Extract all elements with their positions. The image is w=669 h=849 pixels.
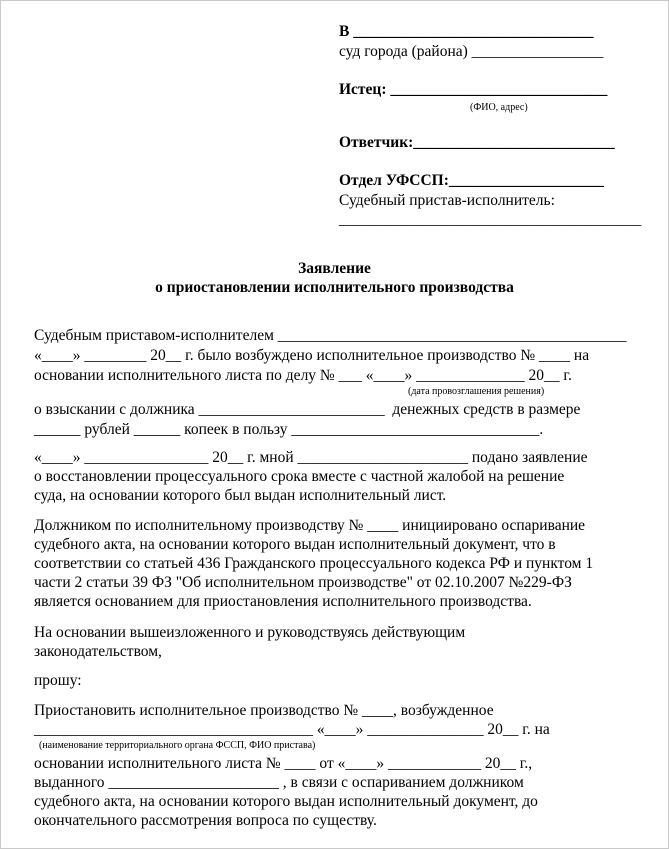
plaintiff-hint: (ФИО, адрес): [470, 102, 528, 113]
p2-line3: суда, на основании которого был выдан исполнительный лист.: [34, 487, 447, 504]
p3-line1: Должником по исполнительному производству № ____ инициировано оспаривание: [34, 517, 586, 534]
p1-line3: основании исполнительного листа по делу № ___ «____» ______________ 20__ г.: [34, 367, 572, 384]
p5-hint: (наименование территориального органа ФССП, ФИО пристава): [39, 740, 316, 751]
p1-line5: ______ рублей ______ копеек в пользу ________________________________.: [34, 421, 544, 438]
p2-line2: о восстановлении процессуального срока вместе с частной жалобой на решение: [34, 468, 565, 485]
p3-line3: соответствии со статьей 436 Гражданского процессуального кодекса РФ и пунктом 1: [34, 555, 594, 572]
dept-line: Отдел УФССП:____________________: [339, 172, 604, 189]
p5-line2: ____________________________________ «____» _______________ 20__ г. на: [34, 721, 550, 738]
doc-subtitle: о приостановлении исполнительного производства: [155, 279, 514, 296]
bailiff-label: Судебный пристав-исполнитель:: [339, 192, 555, 209]
p5-line1: Приостановить исполнительное производство № ____, возбужденное: [34, 702, 494, 719]
p1-line2: «____» ________ 20__ г. было возбуждено исполнительное производство № ____ на: [34, 347, 590, 364]
court-to-line: В _______________________________: [339, 23, 594, 40]
p5-line6: окончательного рассмотрения вопроса по существу.: [34, 812, 377, 829]
plaintiff-line: Истец: ____________________________: [339, 81, 608, 98]
court-city-line: суд города (района) _________________: [339, 43, 604, 60]
p1-hint: (дата провозглашения решения): [408, 386, 545, 397]
defendant-line: Ответчик:__________________________: [339, 134, 615, 151]
p3-line5: является основанием для приостановления исполнительного производства.: [34, 593, 532, 610]
bailiff-underline: _______________________________________: [339, 211, 642, 228]
p5-line4: выданного ______________________ , в связи с оспариванием должником: [34, 774, 524, 791]
p1-line1: Судебным приставом-исполнителем _____________________________________________: [34, 327, 627, 344]
doc-title: Заявление: [298, 260, 371, 277]
p2-line1: «____» ________________ 20__ г. мной ______________________ подано заявление: [34, 449, 588, 466]
request-word: прошу:: [34, 672, 82, 689]
p5-line3: основании исполнительного листа № ____ от «____» ____________ 20__ г.,: [34, 755, 533, 772]
p3-line2: судебного акта, на основании которого выдан исполнительный документ, что в: [34, 536, 556, 553]
p5-line5: судебного акта, на основании которого выдан исполнительный документ, до: [34, 793, 538, 810]
p4-line2: законодательством,: [34, 643, 162, 660]
p4-line1: На основании вышеизложенного и руководствуясь действующим: [34, 624, 466, 641]
p1-line4: о взыскании с должника ________________________ денежных средств в размере: [34, 401, 581, 418]
p3-line4: части 2 статьи 39 ФЗ "Об исполнительном производстве" от 02.10.2007 №229-ФЗ: [34, 574, 572, 591]
